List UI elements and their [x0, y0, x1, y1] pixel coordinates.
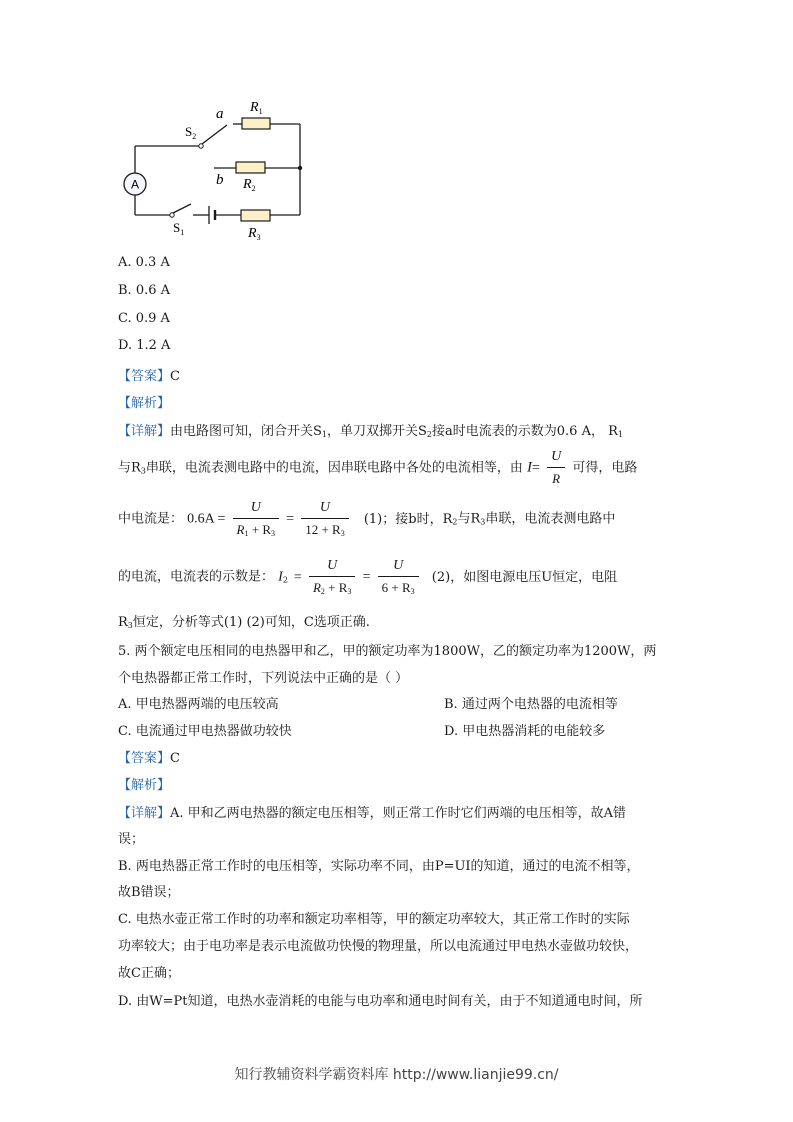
- q4-option-a: A. 0.3 A: [118, 255, 170, 270]
- label-b: b: [216, 172, 224, 188]
- switch-s1-blade: [173, 204, 191, 213]
- q5-detail-line-1: 【详解】A. 甲和乙两电热器的额定电压相等，则正常工作时它们两端的电压相等，故A错: [118, 806, 627, 821]
- q5-option-a: A. 甲电热器两端的电压较高: [118, 697, 279, 712]
- switch-s2-contact: [199, 144, 203, 148]
- q5-detail-line-8: D. 由W=Pt知道，电热水壶消耗的电能与电功率和通电时间有关，由于不知道通电时间，所: [118, 994, 643, 1009]
- resistor-r1: [242, 118, 270, 129]
- label-r2: $R_2$: [243, 177, 256, 193]
- resistor-r3: [241, 210, 270, 221]
- q4-detail-line-4: 的电流，电流表的示数是： $I_2$ = $\frac{U}{R_2 + R_3}$ = $\frac{U}{6 + R_3}$ (2)，如图电源电压U恒定，电阻: [118, 558, 618, 596]
- label-r1: $R_1$: [250, 100, 263, 116]
- footer-watermark: 知行教辅资料学霸资料库 http://www.lianjie99.cn/: [234, 1067, 559, 1083]
- q4-option-c: C. 0.9 A: [118, 311, 170, 326]
- q5-detail-line-3: B. 两电热器正常工作时的电压相等，实际功率不同，由P=UI的知道，通过的电流不相等，: [118, 859, 640, 874]
- ammeter-label: A: [130, 177, 140, 192]
- q5-detail-line-2: 误；: [118, 832, 145, 847]
- q5-stem-line-1: 5. 两个额定电压相同的电热器甲和乙，甲的额定功率为1800W，乙的额定功率为1200W，两: [118, 644, 657, 659]
- q4-detail-line-1: 【详解】由电路图可知，闭合开关$S_1$，单刀双掷开关$S_2$接a时电流表的示数为0.6 A， $R_1$: [118, 424, 623, 439]
- label-s1: $S_1$: [173, 220, 185, 237]
- q4-option-d: D. 1.2 A: [118, 338, 171, 353]
- q5-answer: 【答案】C: [118, 751, 180, 766]
- q4-analysis-tag: 【解析】: [118, 396, 171, 411]
- q4-option-b: B. 0.6 A: [118, 283, 171, 298]
- label-r3: $R_3$: [248, 226, 261, 242]
- q4-detail-line-2: 与$R_3$串联，电流表测电路中的电流，因串联电路中各处的电流相等，由 I= $\frac{U}{R}$ 可得，电路: [118, 449, 638, 486]
- q5-option-d: D. 甲电热器消耗的电能较多: [444, 724, 606, 739]
- circuit-diagram: [115, 92, 315, 242]
- q5-detail-line-7: 故C正确；: [118, 966, 180, 981]
- q5-detail-line-4: 故B错误；: [118, 885, 180, 900]
- q5-detail-line-5: C. 电热水壶正常工作时的功率和额定功率相等，甲的额定功率较大，其正常工作时的实际: [118, 912, 630, 927]
- label-s2: $S_2$: [185, 124, 197, 141]
- resistor-r2: [236, 162, 265, 173]
- switch-s2-blade: [202, 125, 227, 144]
- q5-option-c: C. 电流通过甲电热器做功较快: [118, 724, 292, 739]
- q5-option-b: B. 通过两个电热器的电流相等: [444, 697, 618, 712]
- label-a: a: [216, 106, 224, 122]
- q5-stem-line-2: 个电热器都正常工作时，下列说法中正确的是（ ）: [118, 671, 409, 686]
- switch-s1-contact: [170, 213, 174, 217]
- q4-detail-line-5: $R_3$恒定，分析等式(1) (2)可知，C选项正确.: [118, 615, 370, 630]
- q5-detail-line-6: 功率较大；由于电功率是表示电流做功快慢的物理量，所以电流通过甲电热水壶做功较快，: [118, 939, 639, 954]
- q4-detail-line-3: 中电流是： 0.6A = $\frac{U}{R_1 + R_3}$ = $\frac{U}{12 + R_3}$ (1)；接b时，$R_2$与$R_3$串联，电流表测电路中: [118, 500, 616, 538]
- q4-answer: 【答案】C: [118, 369, 180, 384]
- q5-analysis-tag: 【解析】: [118, 778, 171, 793]
- junction-dot: [298, 166, 302, 170]
